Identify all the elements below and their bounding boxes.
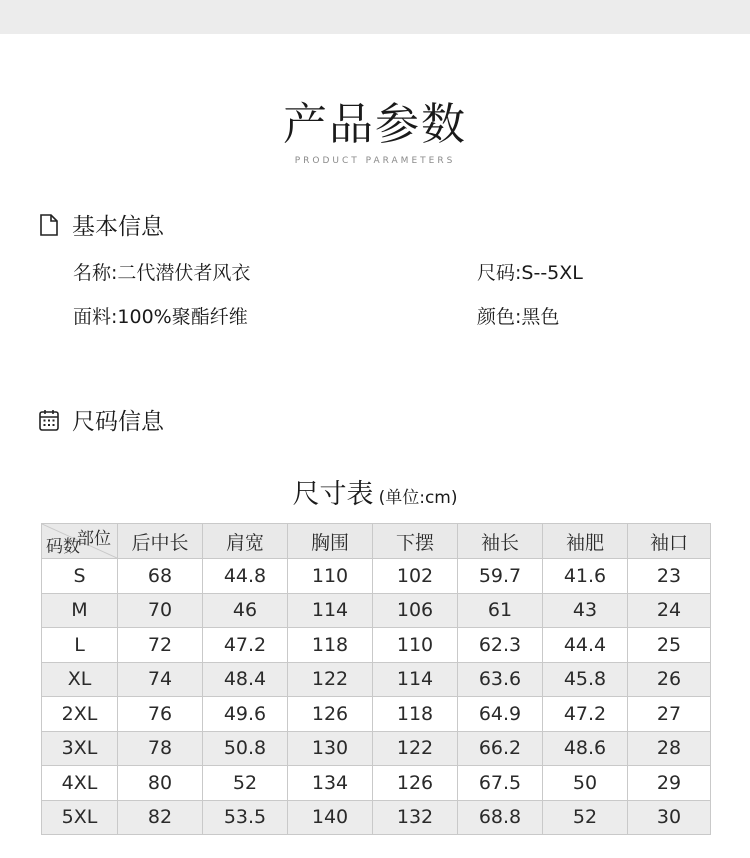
- value-cell: 44.4: [543, 628, 628, 663]
- value-cell: 26: [628, 662, 711, 697]
- size-table-body: [42, 559, 711, 835]
- table-row: [42, 662, 711, 697]
- value-cell: 76: [118, 697, 203, 732]
- value-cell: 28: [628, 731, 711, 766]
- column-header: 袖长: [458, 524, 543, 559]
- value-cell: 63.6: [458, 662, 543, 697]
- value-cell: 74: [118, 662, 203, 697]
- size-table-title-text: 尺寸表: [292, 479, 374, 510]
- value-cell: 114: [288, 593, 373, 628]
- value-cell: 70: [118, 593, 203, 628]
- product-name: 名称:二代潜伏者风衣: [73, 262, 251, 284]
- value-cell: 82: [118, 800, 203, 835]
- size-cell: 3XL: [42, 731, 118, 766]
- value-cell: 122: [373, 731, 458, 766]
- product-size-range: 尺码:S--5XL: [477, 262, 583, 284]
- table-row: [42, 766, 711, 801]
- value-cell: 47.2: [203, 628, 288, 663]
- value-cell: 27: [628, 697, 711, 732]
- value-cell: 61: [458, 593, 543, 628]
- column-header: 肩宽: [203, 524, 288, 559]
- value-cell: 140: [288, 800, 373, 835]
- value-cell: 44.8: [203, 559, 288, 594]
- table-row: [42, 593, 711, 628]
- value-cell: 52: [543, 800, 628, 835]
- table-row: [42, 697, 711, 732]
- corner-label-part: 部位: [77, 529, 111, 549]
- value-cell: 50.8: [203, 731, 288, 766]
- value-cell: 25: [628, 628, 711, 663]
- value-cell: 48.4: [203, 662, 288, 697]
- column-header: 后中长: [118, 524, 203, 559]
- value-cell: 46: [203, 593, 288, 628]
- column-header: 袖肥: [543, 524, 628, 559]
- value-cell: 126: [373, 766, 458, 801]
- page-subtitle: PRODUCT PARAMETERS: [294, 156, 456, 166]
- table-row: [42, 559, 711, 594]
- size-cell: L: [42, 628, 118, 663]
- value-cell: 29: [628, 766, 711, 801]
- size-info-heading: [38, 403, 164, 436]
- column-header: 袖口: [628, 524, 711, 559]
- value-cell: 43: [543, 593, 628, 628]
- top-bar: [0, 0, 750, 34]
- value-cell: 64.9: [458, 697, 543, 732]
- size-cell: M: [42, 593, 118, 628]
- size-table-header-row: [42, 524, 711, 559]
- value-cell: 59.7: [458, 559, 543, 594]
- product-color: 颜色:黑色: [477, 306, 560, 328]
- value-cell: 80: [118, 766, 203, 801]
- value-cell: 130: [288, 731, 373, 766]
- table-row: [42, 800, 711, 835]
- page-title: 产品参数: [283, 99, 467, 150]
- value-cell: 67.5: [458, 766, 543, 801]
- value-cell: 134: [288, 766, 373, 801]
- table-row: [42, 731, 711, 766]
- value-cell: 132: [373, 800, 458, 835]
- value-cell: 110: [373, 628, 458, 663]
- size-cell: 5XL: [42, 800, 118, 835]
- column-header: 下摆: [373, 524, 458, 559]
- value-cell: 118: [373, 697, 458, 732]
- value-cell: 53.5: [203, 800, 288, 835]
- corner-label-size: 码数: [46, 537, 80, 557]
- value-cell: 41.6: [543, 559, 628, 594]
- size-table: [41, 523, 711, 835]
- value-cell: 24: [628, 593, 711, 628]
- value-cell: 114: [373, 662, 458, 697]
- size-table-unit: (单位:cm): [378, 488, 458, 508]
- value-cell: 45.8: [543, 662, 628, 697]
- value-cell: 48.6: [543, 731, 628, 766]
- value-cell: 30: [628, 800, 711, 835]
- table-row: [42, 628, 711, 663]
- value-cell: 50: [543, 766, 628, 801]
- value-cell: 118: [288, 628, 373, 663]
- value-cell: 106: [373, 593, 458, 628]
- value-cell: 23: [628, 559, 711, 594]
- basic-info-heading-label: 基本信息: [72, 214, 164, 240]
- value-cell: 47.2: [543, 697, 628, 732]
- size-table-title: [0, 472, 750, 511]
- document-icon: [38, 213, 60, 237]
- value-cell: 72: [118, 628, 203, 663]
- value-cell: 122: [288, 662, 373, 697]
- size-info-heading-label: 尺码信息: [72, 409, 164, 435]
- basic-info-heading: [38, 208, 164, 241]
- value-cell: 52: [203, 766, 288, 801]
- size-cell: 2XL: [42, 697, 118, 732]
- value-cell: 66.2: [458, 731, 543, 766]
- value-cell: 49.6: [203, 697, 288, 732]
- value-cell: 110: [288, 559, 373, 594]
- value-cell: 68.8: [458, 800, 543, 835]
- size-table-corner: [42, 524, 118, 559]
- size-cell: XL: [42, 662, 118, 697]
- value-cell: 78: [118, 731, 203, 766]
- product-fabric: 面料:100%聚酯纤维: [73, 306, 248, 328]
- value-cell: 68: [118, 559, 203, 594]
- value-cell: 102: [373, 559, 458, 594]
- calendar-icon: [38, 408, 60, 432]
- value-cell: 126: [288, 697, 373, 732]
- value-cell: 62.3: [458, 628, 543, 663]
- size-cell: S: [42, 559, 118, 594]
- size-cell: 4XL: [42, 766, 118, 801]
- column-header: 胸围: [288, 524, 373, 559]
